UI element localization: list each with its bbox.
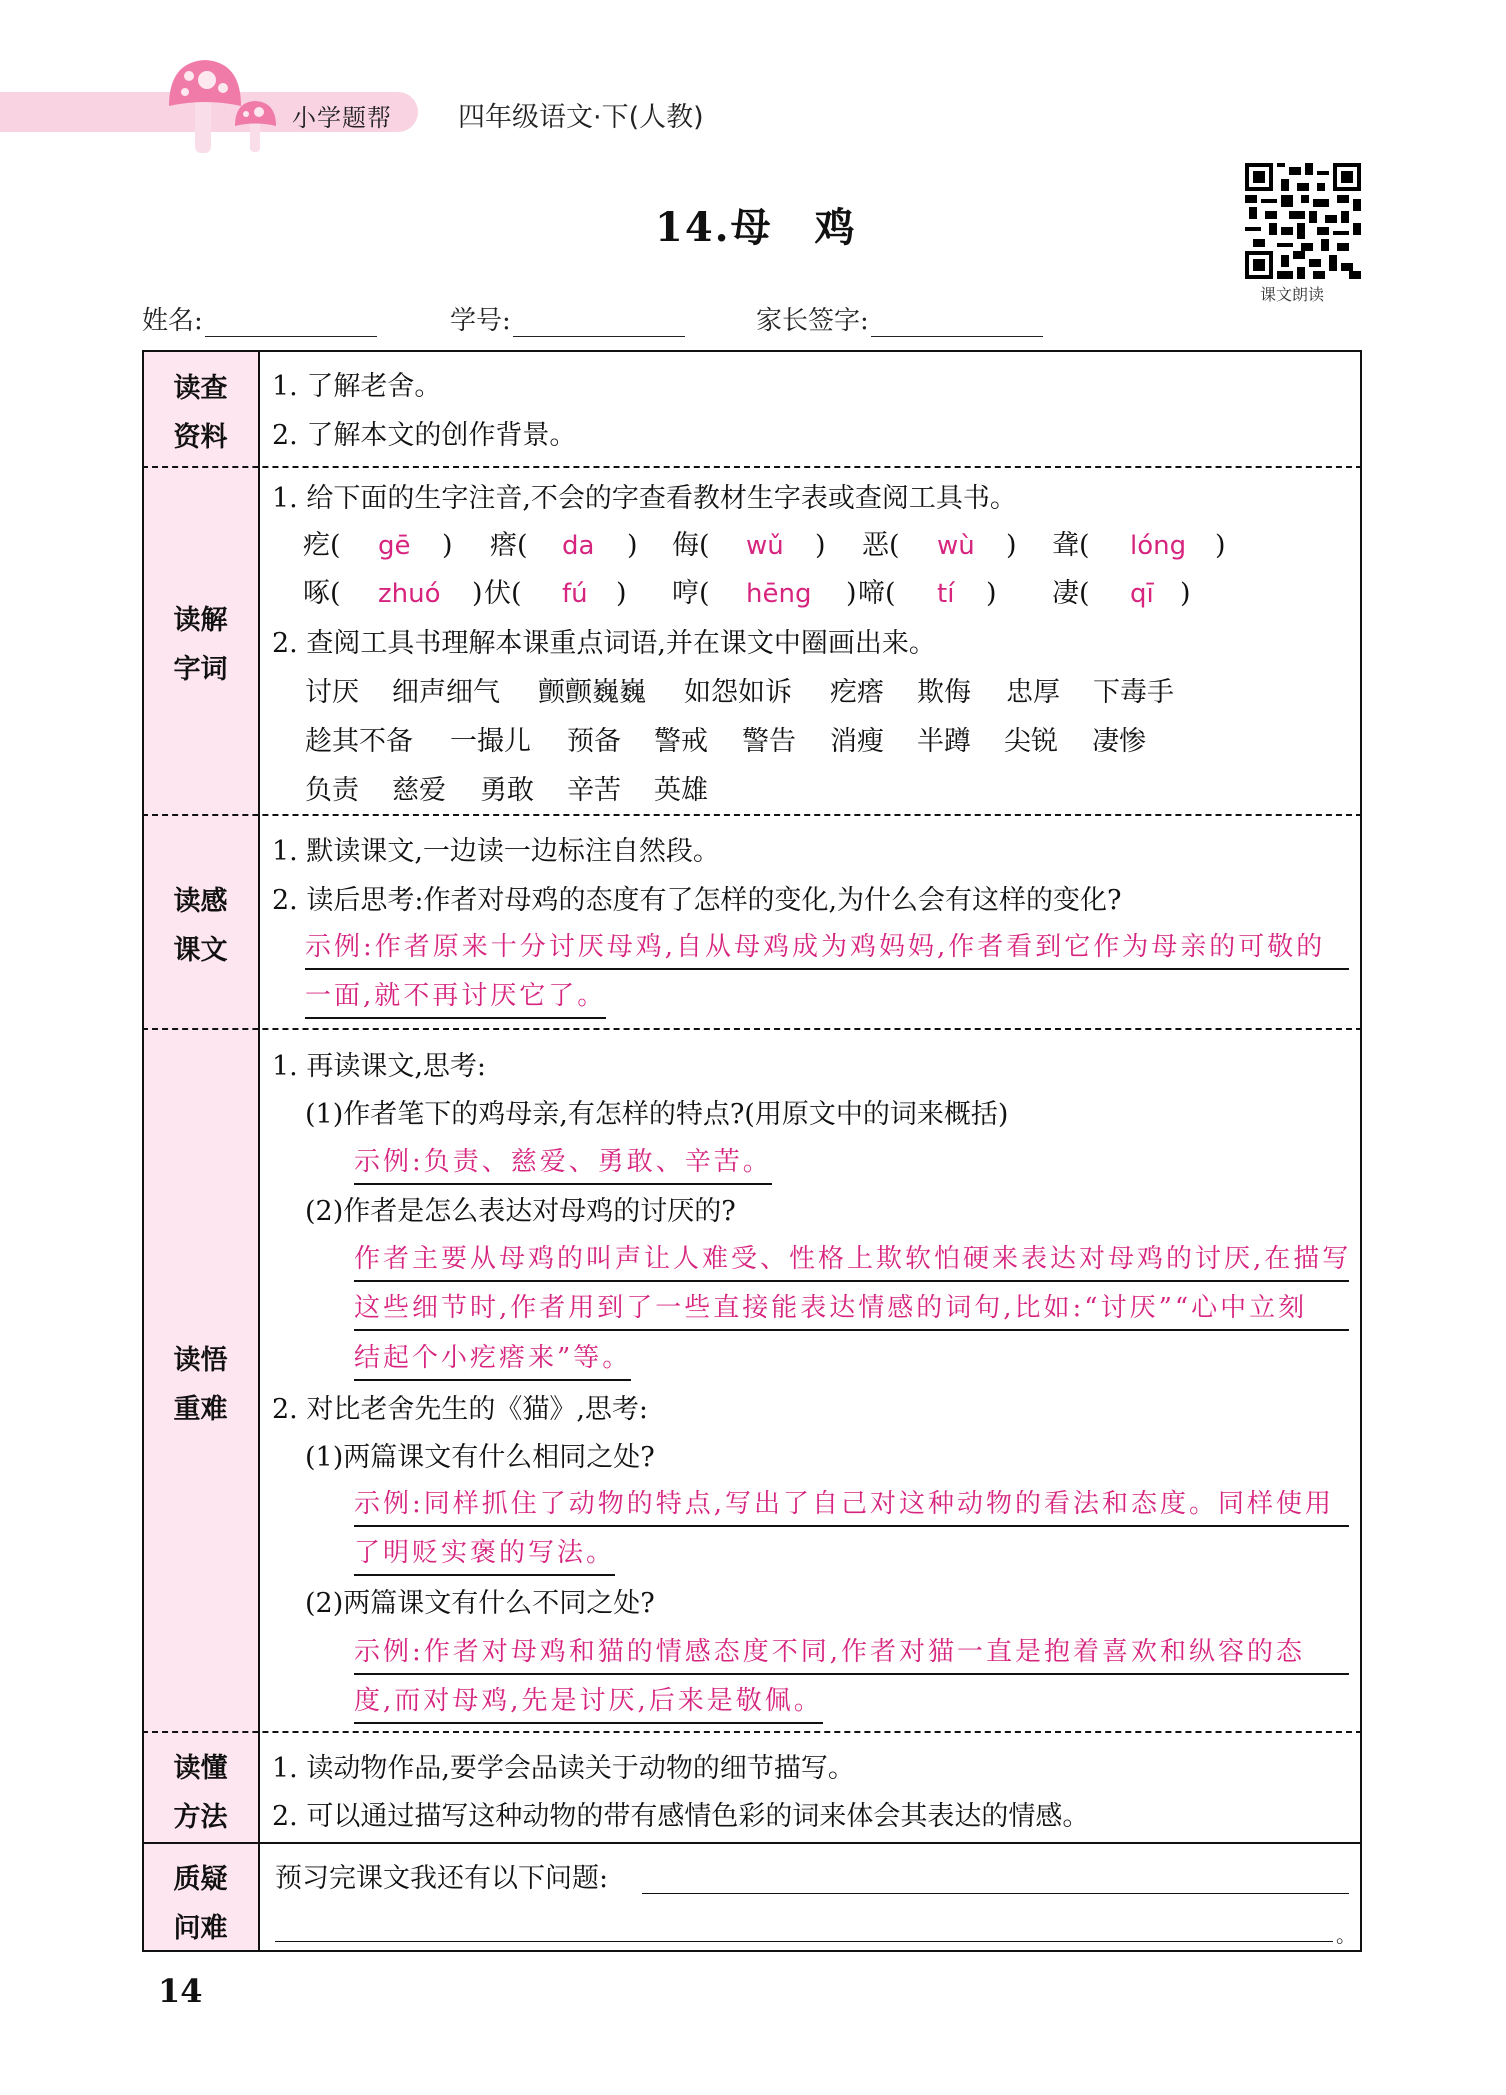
vocab-question-1: 1. 给下面的生字注音,不会的字查看教材生字表或查阅工具书。 [272,483,1017,514]
vocab-word: 预备 [567,726,621,757]
key-question-1-1: (1)作者笔下的鸡母亲,有怎样的特点?(用原文中的词来概括) [305,1099,1009,1130]
vocab-word: 如怨如诉 [684,677,792,708]
pinyin-char: 啼 [858,578,885,609]
page-number: 14 [158,1972,203,2010]
section-label-vocabulary: 读解 字词 [173,605,228,685]
pinyin-char: 侮 [672,530,699,561]
answer-line: 这些细节时,作者用到了一些直接能表达情感的词句,比如:“讨厌”“心中立刻 [354,1291,1349,1331]
method-item-1: 1. 读动物作品,要学会品读关于动物的细节描写。 [272,1753,855,1784]
answer-line: 示例:同样抓住了动物的特点,写出了自己对这种动物的看法和态度。同样使用 [354,1487,1349,1527]
vocab-word: 慈爱 [392,775,446,806]
reading-question-1: 1. 默读课文,一边读一边标注自然段。 [272,836,720,867]
key-question-1: 1. 再读课文,思考: [272,1051,487,1082]
mushroom-small-icon [233,100,278,152]
vocab-word: 欺侮 [917,677,971,708]
section-label-key-points: 读悟 重难 [173,1345,228,1425]
vocab-word: 警戒 [654,726,708,757]
pinyin-answer: hēng [746,579,812,609]
research-item-1: 1. 了解老舍。 [272,371,442,402]
vocab-word: 负责 [305,775,359,806]
pinyin-answer: tí [937,579,955,609]
row-divider [142,1842,1362,1844]
student-id-field[interactable] [450,300,685,337]
name-field[interactable] [142,300,377,337]
vocab-word: 忠厚 [1006,677,1060,708]
pinyin-answer: wù [937,531,975,561]
questions-prompt: 预习完课文我还有以下问题: [275,1863,609,1894]
vocab-word: 讨厌 [305,677,359,708]
reading-question-2: 2. 读后思考:作者对母鸡的态度有了怎样的变化,为什么会有这样的变化? [272,885,1122,916]
row-divider [142,1731,1362,1733]
key-question-2-1: (1)两篇课文有什么相同之处? [305,1442,655,1473]
section-label-methods: 读懂 方法 [173,1753,228,1833]
answer-line: 一面,就不再讨厌它了。 [305,979,606,1019]
pinyin-char: 哼 [672,578,699,609]
key-question-2-2: (2)两篇课文有什么不同之处? [305,1588,655,1619]
parent-signature-field[interactable] [756,300,1043,337]
pinyin-char: 疙 [303,530,330,561]
column-divider [258,350,260,1952]
section-label-research: 读查 资料 [173,373,228,453]
question-answer-line-2[interactable] [275,1941,1333,1942]
pinyin-char: 凄 [1052,578,1079,609]
vocab-word: 消瘦 [830,726,884,757]
pinyin-answer: da [562,531,595,561]
answer-line: 结起个小疙瘩来”等。 [354,1341,631,1381]
name-input-line[interactable] [205,310,377,337]
qr-code-icon[interactable] [1245,163,1361,279]
book-title: 四年级语文·下(人教) [458,102,704,133]
end-mark: 。 [1336,1923,1356,1947]
parent-signature-input-line[interactable] [871,310,1043,337]
question-answer-line-1[interactable] [642,1893,1349,1894]
pinyin-answer: gē [378,531,411,561]
pinyin-char: 恶 [862,530,889,561]
vocab-word: 半蹲 [917,726,971,757]
qr-caption: 课文朗读 [1260,285,1325,304]
brand-label: 小学题帮 [292,104,392,132]
answer-line: 示例:作者对母鸡和猫的情感态度不同,作者对猫一直是抱着喜欢和纵容的态 [354,1635,1349,1675]
vocab-word: 英雄 [654,775,708,806]
section-label-reading: 读感 课文 [173,886,228,966]
pinyin-char: 聋 [1052,530,1079,561]
vocab-word: 凄惨 [1092,726,1146,757]
method-item-2: 2. 可以通过描写这种动物的带有感情色彩的词来体会其表达的情感。 [272,1801,1090,1832]
section-label-questions: 质疑 问难 [173,1864,228,1944]
pinyin-char: 伏 [484,578,511,609]
vocab-word: 下毒手 [1093,677,1174,708]
vocab-word: 警告 [742,726,796,757]
lesson-title: 14.母 鸡 [655,204,857,251]
pinyin-answer: zhuó [378,579,441,609]
parent-signature-label: 家长签字: [756,306,869,336]
pinyin-char: 啄 [303,578,330,609]
vocab-question-2: 2. 查阅工具书理解本课重点词语,并在课文中圈画出来。 [272,628,936,659]
vocab-word: 疙瘩 [830,677,884,708]
key-question-1-2: (2)作者是怎么表达对母鸡的讨厌的? [305,1196,736,1227]
pinyin-answer: fú [562,579,588,609]
vocab-word: 尖锐 [1004,726,1058,757]
pinyin-answer: qī [1130,579,1154,609]
research-item-2: 2. 了解本文的创作背景。 [272,420,577,451]
vocab-word: 一撮儿 [450,726,531,757]
pinyin-answer: wǔ [746,531,784,561]
student-id-label: 学号: [450,306,511,336]
pinyin-answer: lóng [1130,531,1187,561]
row-divider [142,466,1362,468]
answer-line: 了明贬实褒的写法。 [354,1536,615,1576]
answer-line: 作者主要从母鸡的叫声让人难受、性格上欺软怕硬来表达对母鸡的讨厌,在描写 [354,1242,1349,1282]
row-divider [142,1028,1362,1030]
row-divider [142,814,1362,816]
vocab-word: 细声细气 [392,677,500,708]
key-question-2: 2. 对比老舍先生的《猫》,思考: [272,1394,649,1425]
vocab-word: 颤颤巍巍 [538,677,646,708]
vocab-word: 趁其不备 [305,726,413,757]
vocab-word: 勇敢 [480,775,534,806]
answer-line: 示例:负责、慈爱、勇敢、辛苦。 [354,1145,772,1185]
student-id-input-line[interactable] [513,310,685,337]
answer-line: 度,而对母鸡,先是讨厌,后来是敬佩。 [354,1684,823,1724]
vocab-word: 辛苦 [567,775,621,806]
pinyin-char: 瘩 [490,530,517,561]
name-label: 姓名: [142,306,203,336]
answer-line: 示例:作者原来十分讨厌母鸡,自从母鸡成为鸡妈妈,作者看到它作为母亲的可敬的 [305,930,1349,970]
